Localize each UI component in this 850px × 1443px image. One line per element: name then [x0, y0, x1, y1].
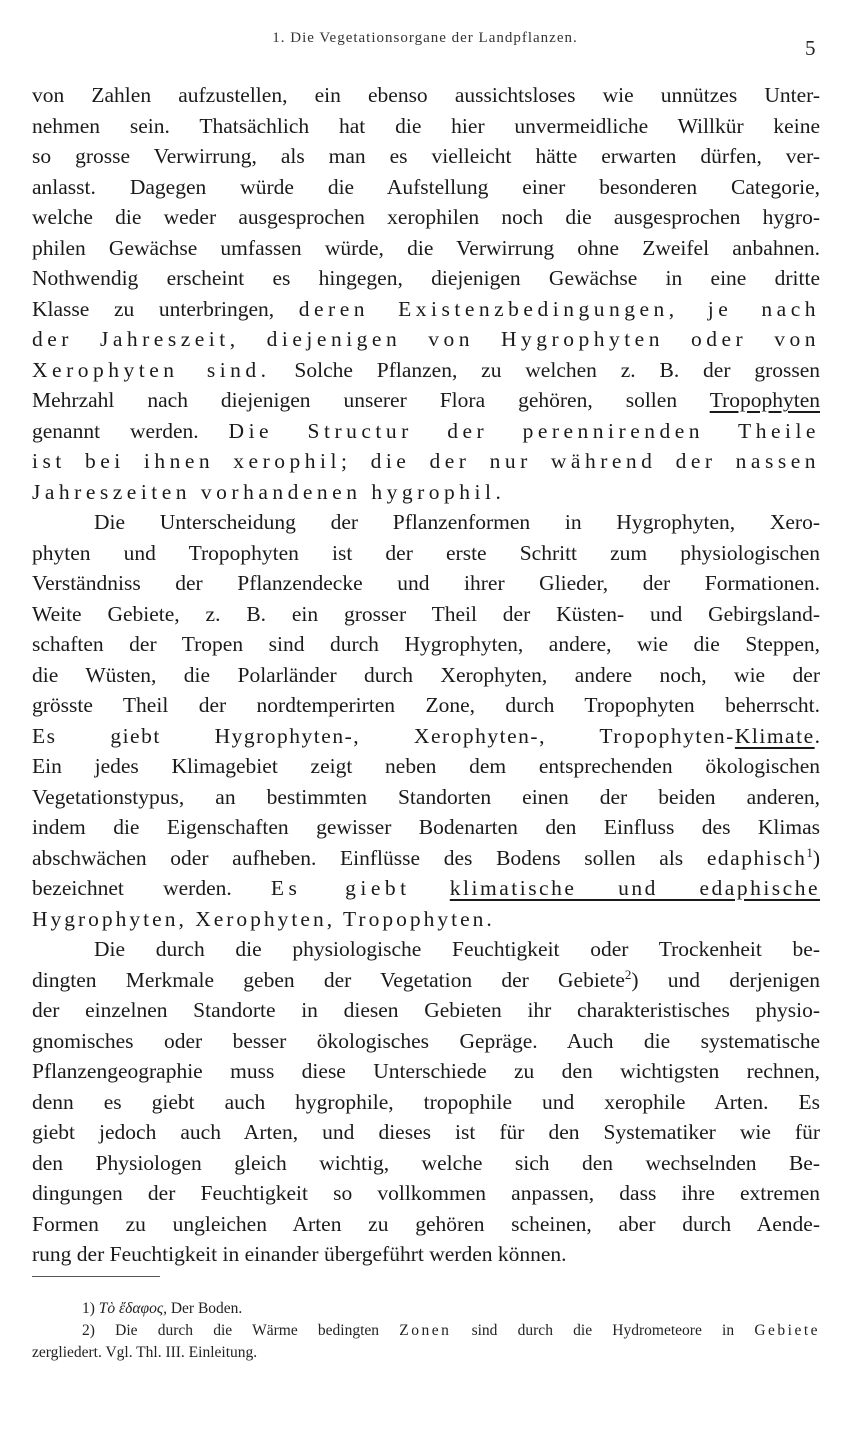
spaced-text: Xerophyten sind. [32, 357, 271, 382]
footnote-text: sind durch die Hydrometeore in [471, 1322, 735, 1339]
spaced-text: Es giebt [270, 876, 411, 900]
text-line: Die durch die physiologische Feuchtigkeit oder Trockenheit be- [94, 937, 820, 961]
footnotes [32, 1298, 820, 1364]
running-head: 1. Die Vegetationsorgane der Landpflanzen. [272, 30, 578, 46]
text-line: welche die weder ausgesprochen xerophilen noch die ausgesprochen hygro- [32, 205, 820, 229]
footnote-ref: 2 [624, 966, 632, 982]
text-line: phyten und Tropophyten ist der erste Schritt zum physiologischen [32, 540, 820, 565]
text-line: Ein jedes Klimagebiet zeigt neben dem entsprechenden ökologischen [32, 754, 820, 778]
text-run: abschwächen oder aufheben. Einflüsse des Bodens sollen als [32, 845, 684, 870]
text-run: dingten Merkmale geben der Vegetation der Gebiete [32, 967, 625, 992]
spaced-text: Zonen [399, 1322, 452, 1339]
text-line: die Wüsten, die Polarländer durch Xerophyten, andere noch, wie der [32, 662, 820, 687]
greek-term: Τὸ ἔδαφος, [98, 1300, 167, 1317]
text-line: Weite Gebiete, z. B. ein grosser Theil der Küsten- und Gebirgsland- [32, 601, 820, 626]
text-line: der Jahreszeit, diejenigen von Hygrophyten oder von [32, 327, 820, 351]
text-line: Jahreszeiten vorhandenen hygrophil. [32, 479, 506, 504]
footnote-2 [32, 1320, 820, 1342]
underlined-term: Tropophyten [709, 388, 820, 412]
text-line: Hygrophyten, Xerophyten, Tropophyten. [32, 906, 495, 931]
text-run: genannt werden. [32, 418, 199, 443]
text-line: nehmen sein. Thatsächlich hat die hier unvermeidliche Willkür keine [32, 113, 820, 138]
text-run: Klasse zu unterbringen, [32, 296, 275, 321]
text-line [32, 355, 820, 386]
text-line: Pflanzengeographie muss diese Unterschiede zu den wichtigsten rechnen, [32, 1059, 820, 1083]
text-line [32, 294, 820, 325]
footnote-mark: 1) [82, 1300, 99, 1317]
text-run: bezeichnet werden. [32, 876, 232, 900]
underlined-term: Klimate [734, 723, 815, 748]
text-line: indem die Eigenschaften gewisser Bodenarten den Einfluss des Klimas [32, 815, 820, 839]
text-run: . [814, 723, 820, 748]
spaced-text: Es giebt Hygrophyten-, Xerophyten-, Tropophyten- [32, 723, 735, 748]
footnote-text: 2) Die durch die Wärme bedingten [82, 1322, 380, 1339]
text-line: philen Gewächse umfassen würde, die Verwirrung ohne Zweifel anbahnen. [32, 235, 820, 260]
text-line [32, 843, 820, 874]
text-line [32, 416, 820, 447]
text-line: Formen zu ungleichen Arten zu gehören scheinen, aber durch Aende- [32, 1211, 820, 1236]
text-line [32, 965, 820, 996]
spaced-text: deren Existenzbedingungen, je nach [298, 296, 820, 321]
footnote-1 [32, 1298, 820, 1320]
footnote-divider [32, 1276, 160, 1277]
text-line: Nothwendig erscheint es hingegen, diejenigen Gewächse in eine dritte [32, 266, 820, 290]
text-line: grösste Theil der nordtemperirten Zone, durch Tropophyten beherrscht. [32, 693, 820, 717]
footnote-text: Der Boden. [166, 1300, 243, 1317]
text-line: so grosse Verwirrung, als man es vielleicht hätte erwarten dürfen, ver- [32, 144, 820, 168]
spaced-text: Gebiete [754, 1322, 821, 1339]
text-line [32, 721, 820, 752]
text-run: Solche Pflanzen, zu welchen z. B. der grossen [294, 357, 821, 382]
text-line [32, 873, 820, 904]
text-line: der einzelnen Standorte in diesen Gebieten ihr charakteristisches physio- [32, 998, 820, 1022]
text-line: Vegetationstypus, an bestimmten Standorten einen der beiden anderen, [32, 784, 820, 809]
underlined-term: klimatische und edaphische [449, 876, 821, 900]
text-line: ist bei ihnen xerophil; die der nur während der nassen [32, 449, 820, 473]
footnote-2-continued: zergliedert. Vgl. Thl. III. Einleitung. [32, 1344, 258, 1361]
text-line: gnomisches oder besser ökologisches Gepräge. Auch die systematische [32, 1028, 820, 1053]
text-line: den Physiologen gleich wichtig, welche sich den wechselnden Be- [32, 1150, 820, 1175]
spaced-text: Die Structur der perennirenden Theile [228, 418, 820, 443]
text-run: ) und derjenigen [631, 967, 820, 992]
main-text [32, 80, 820, 1270]
text-line: Die Unterscheidung der Pflanzenformen in Hygrophyten, Xero- [94, 510, 820, 534]
page-number: 5 [805, 36, 816, 60]
text-line: denn es giebt auch hygrophile, tropophile und xerophile Arten. Es [32, 1089, 820, 1114]
footnote-ref: 1 [806, 844, 813, 860]
text-line: schaften der Tropen sind durch Hygrophyten, andere, wie die Steppen, [32, 632, 820, 656]
text-line: dingungen der Feuchtigkeit so vollkommen anpassen, dass ihre extremen [32, 1181, 820, 1205]
text-line: rung der Feuchtigkeit in einander übergeführt werden können. [32, 1242, 567, 1266]
text-line: von Zahlen aufzustellen, ein ebenso aussichtsloses wie unnützes Unter- [32, 83, 820, 107]
text-line: giebt jedoch auch Arten, und dieses ist für den Systematiker wie für [32, 1120, 820, 1144]
text-run: ) [812, 845, 821, 870]
text-run: Mehrzahl nach diejenigen unserer Flora gehören, sollen [32, 388, 678, 412]
text-line [32, 385, 820, 416]
text-line: Verständniss der Pflanzendecke und ihrer Glieder, der Formationen. [32, 571, 820, 595]
spaced-text: edaphisch [706, 845, 807, 870]
text-line: anlasst. Dagegen würde die Aufstellung einer besonderen Categorie, [32, 174, 820, 199]
